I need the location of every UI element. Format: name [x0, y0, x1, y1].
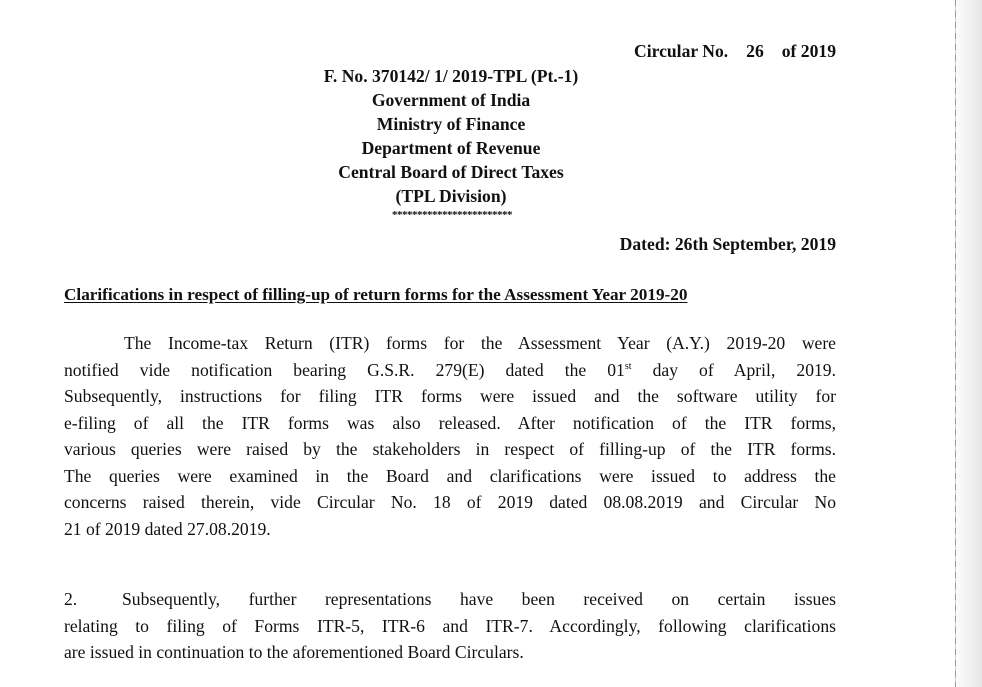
paragraph-2 [64, 586, 836, 666]
circular-number [634, 40, 836, 62]
circular-year: of 2019 [781, 41, 836, 61]
para1-line-2: notified vide notification bearing G.S.R. 279(E) dated the 01st day of April, 2019. [64, 359, 836, 380]
ministry-line: Ministry of Finance [376, 114, 526, 134]
star-separator: ************************ [392, 209, 512, 221]
government-line: Government of India [371, 90, 531, 110]
paragraph-1 [64, 330, 836, 542]
para1-line-7: concerns raised therein, vide Circular No. 18 of 2019 dated 08.08.2019 and Circular No [64, 492, 836, 512]
para1-line-6: The queries were examined in the Board and clarifications were issued to address the [64, 465, 836, 486]
file-number: F. No. 370142/ 1/ 2019-TPL (Pt.-1) [323, 66, 579, 86]
subject-heading: Clarifications in respect of filling-up of return forms for the Assessment Year 2019-20 [64, 285, 688, 304]
scan-edge-shadow [952, 0, 982, 687]
para1-line-5: various queries were raised by the stakeholders in respect of filling-up of the ITR forms. [64, 439, 836, 459]
department-line: Department of Revenue [361, 138, 541, 158]
dated-line: Dated: 26th September, 2019 [619, 234, 836, 254]
para1-line-4: e-filing of all the ITR forms was also released. After notification of the ITR forms, [64, 412, 836, 433]
board-line: Central Board of Direct Taxes [338, 162, 564, 182]
para2-line-2: relating to filing of Forms ITR-5, ITR-6 and ITR-7. Accordingly, following clarifications [64, 615, 836, 636]
para2-line-1: 2. Subsequently, further representations have been received on certain issues [64, 586, 836, 613]
circular-no: 26 [746, 41, 764, 61]
scan-edge-line [955, 0, 956, 687]
para2-line-3: are issued in continuation to the aforementioned Board Circulars. [64, 642, 524, 662]
division-line: (TPL Division) [395, 186, 507, 206]
circular-prefix: Circular No. [634, 41, 729, 61]
para1-line-3: Subsequently, instructions for filing ITR forms were issued and the software utility for [64, 386, 836, 406]
para2-number: 2. [64, 589, 78, 609]
para1-line-8: 21 of 2019 dated 27.08.2019. [64, 518, 271, 539]
para1-line-1: The Income-tax Return (ITR) forms for the Assessment Year (A.Y.) 2019-20 were [124, 333, 836, 353]
